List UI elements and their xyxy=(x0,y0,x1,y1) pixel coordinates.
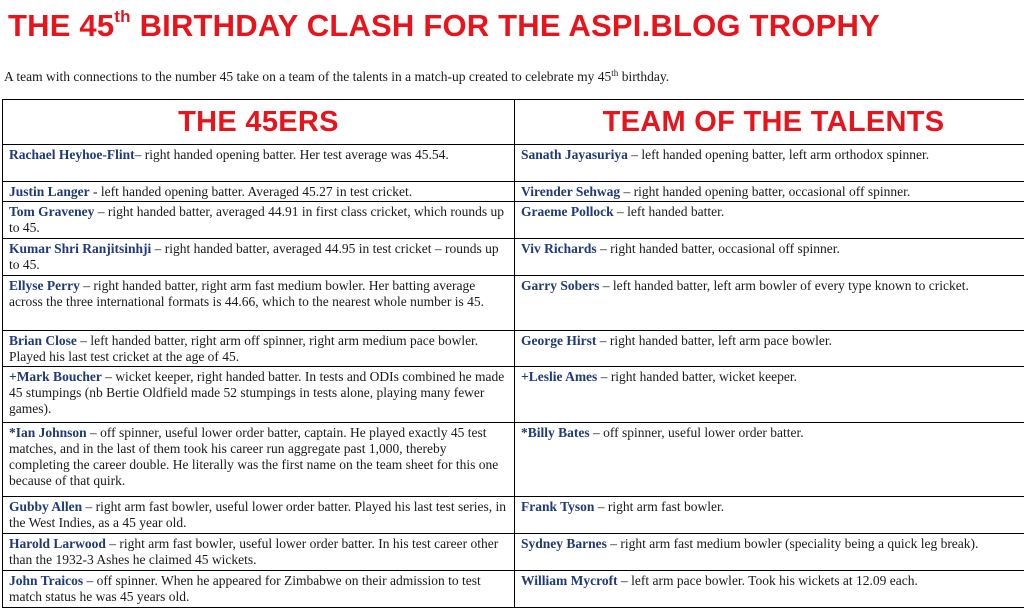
table-row xyxy=(3,182,1024,202)
table-row xyxy=(3,239,1024,276)
table-row xyxy=(3,145,1024,182)
player-description: – right handed opening batter. Her test average was 45.54. xyxy=(134,147,449,162)
player-cell-talents xyxy=(515,367,1024,423)
table-row xyxy=(3,423,1024,497)
player-cell-talents xyxy=(515,276,1024,331)
player-cell-talents xyxy=(515,497,1024,534)
player-name: *Billy Bates xyxy=(521,425,590,440)
player-cell-talents xyxy=(515,239,1024,276)
player-name: Brian Close xyxy=(9,333,77,348)
player-description: – right handed batter, averaged 44.95 in test cricket – rounds up to 45. xyxy=(9,241,499,272)
player-description: – left handed batter, left arm bowler of every type known to cricket. xyxy=(599,278,969,293)
player-name: +Leslie Ames xyxy=(521,369,598,384)
intro-text-end: birthday. xyxy=(618,69,670,84)
title-superscript: th xyxy=(114,7,131,26)
player-description: – left handed opening batter, left arm orthodox spinner. xyxy=(627,147,930,162)
header-talents: TEAM OF THE TALENTS xyxy=(515,100,1024,145)
player-name: Kumar Shri Ranjitsinhji xyxy=(9,241,152,256)
player-name: Garry Sobers xyxy=(521,278,600,293)
title-text-end: BIRTHDAY CLASH FOR THE ASPI.BLOG TROPHY xyxy=(130,8,880,43)
player-description: – left arm pace bowler. Took his wickets at 12.09 each. xyxy=(617,573,918,588)
player-name: Sanath Jayasuriya xyxy=(521,147,628,162)
player-description: – right handed batter, wicket keeper. xyxy=(597,369,797,384)
player-description: - left handed opening batter. Averaged 45.27 in test cricket. xyxy=(89,184,413,199)
table-row xyxy=(3,497,1024,534)
intro-superscript: th xyxy=(611,68,619,78)
player-name: George Hirst xyxy=(521,333,597,348)
player-name: +Mark Boucher xyxy=(9,369,102,384)
header-row xyxy=(3,100,1024,145)
player-cell-talents xyxy=(515,571,1024,608)
table-row xyxy=(3,276,1024,331)
player-cell-45ers xyxy=(3,534,515,571)
player-name: Sydney Barnes xyxy=(521,536,607,551)
player-cell-45ers xyxy=(3,571,515,608)
intro-text: A team with connections to the number 45 take on a team of the talents in a match-up created to celebrate my 45 xyxy=(4,69,612,84)
player-cell-45ers xyxy=(3,276,515,331)
player-cell-talents xyxy=(515,145,1024,182)
player-name: John Traicos xyxy=(9,573,84,588)
player-name: Tom Graveney xyxy=(9,204,95,219)
player-cell-talents xyxy=(515,202,1024,239)
table-row xyxy=(3,534,1024,571)
player-description: – right handed batter, left arm pace bowler. xyxy=(596,333,832,348)
title-text: THE 45 xyxy=(8,8,115,43)
player-cell-talents xyxy=(515,331,1024,367)
player-name: Gubby Allen xyxy=(9,499,83,514)
player-cell-45ers xyxy=(3,497,515,534)
player-cell-45ers xyxy=(3,182,515,202)
player-name: Harold Larwood xyxy=(9,536,106,551)
player-name: William Mycroft xyxy=(521,573,618,588)
player-cell-45ers xyxy=(3,423,515,497)
player-name: Viv Richards xyxy=(521,241,597,256)
player-description: – right handed batter, averaged 44.91 in first class cricket, which rounds up to 45. xyxy=(9,204,504,235)
player-description: – left handed batter. xyxy=(613,204,725,219)
player-cell-45ers xyxy=(3,367,515,423)
player-name: Graeme Pollock xyxy=(521,204,614,219)
player-description: – right handed batter, right arm fast medium bowler. Her batting average across the three international formats is 44.66, which to the nearest whole number is 45. xyxy=(9,278,484,309)
player-description: – off spinner. When he appeared for Zimbabwe on their admission to test match status he was 45 years old. xyxy=(9,573,481,604)
page-title xyxy=(8,8,1018,43)
table-row xyxy=(3,571,1024,608)
player-name: Rachael Heyhoe-Flint xyxy=(9,147,135,162)
player-description: – right arm fast bowler. xyxy=(594,499,725,514)
table-row xyxy=(3,367,1024,423)
player-name: Ellyse Perry xyxy=(9,278,80,293)
player-cell-talents xyxy=(515,182,1024,202)
table-row xyxy=(3,202,1024,239)
player-cell-talents xyxy=(515,423,1024,497)
player-cell-talents xyxy=(515,534,1024,571)
player-cell-45ers xyxy=(3,331,515,367)
header-45ers: THE 45ERS xyxy=(3,100,515,145)
teams-table xyxy=(2,99,1024,608)
player-description: – right arm fast bowler, useful lower order batter. In his test career other than the 1932-3 Ashes he claimed 45 wickets. xyxy=(9,536,499,567)
player-name: Justin Langer xyxy=(9,184,90,199)
player-name: Frank Tyson xyxy=(521,499,595,514)
table-row xyxy=(3,331,1024,367)
player-cell-45ers xyxy=(3,239,515,276)
intro-paragraph xyxy=(4,68,1014,85)
player-description: – off spinner, useful lower order batter. xyxy=(589,425,804,440)
player-description: – right handed opening batter, occasional off spinner. xyxy=(620,184,911,199)
player-description: – left handed batter, right arm off spinner, right arm medium pace bowler. Played his last test cricket at the age of 45. xyxy=(9,333,479,364)
player-name: *Ian Johnson xyxy=(9,425,87,440)
player-cell-45ers xyxy=(3,202,515,239)
player-description: – off spinner, useful lower order batter, captain. He played exactly 45 test matches, and in the last of them took his career run aggregate past 1,000, thereby completing the career double. He literally was the first name on the team sheet for this one because of that quirk. xyxy=(9,425,499,488)
player-name: Virender Sehwag xyxy=(521,184,621,199)
player-description: – right handed batter, occasional off spinner. xyxy=(596,241,840,256)
player-cell-45ers xyxy=(3,145,515,182)
player-description: – wicket keeper, right handed batter. In tests and ODIs combined he made 45 stumpings (nb Bertie Oldfield made 52 stumpings in tests alone, playing many fewer games). xyxy=(9,369,505,416)
player-description: – right arm fast bowler, useful lower order batter. Played his last test series, in the West Indies, as a 45 year old. xyxy=(9,499,507,530)
player-description: – right arm fast medium bowler (speciality being a quick leg break). xyxy=(606,536,979,551)
